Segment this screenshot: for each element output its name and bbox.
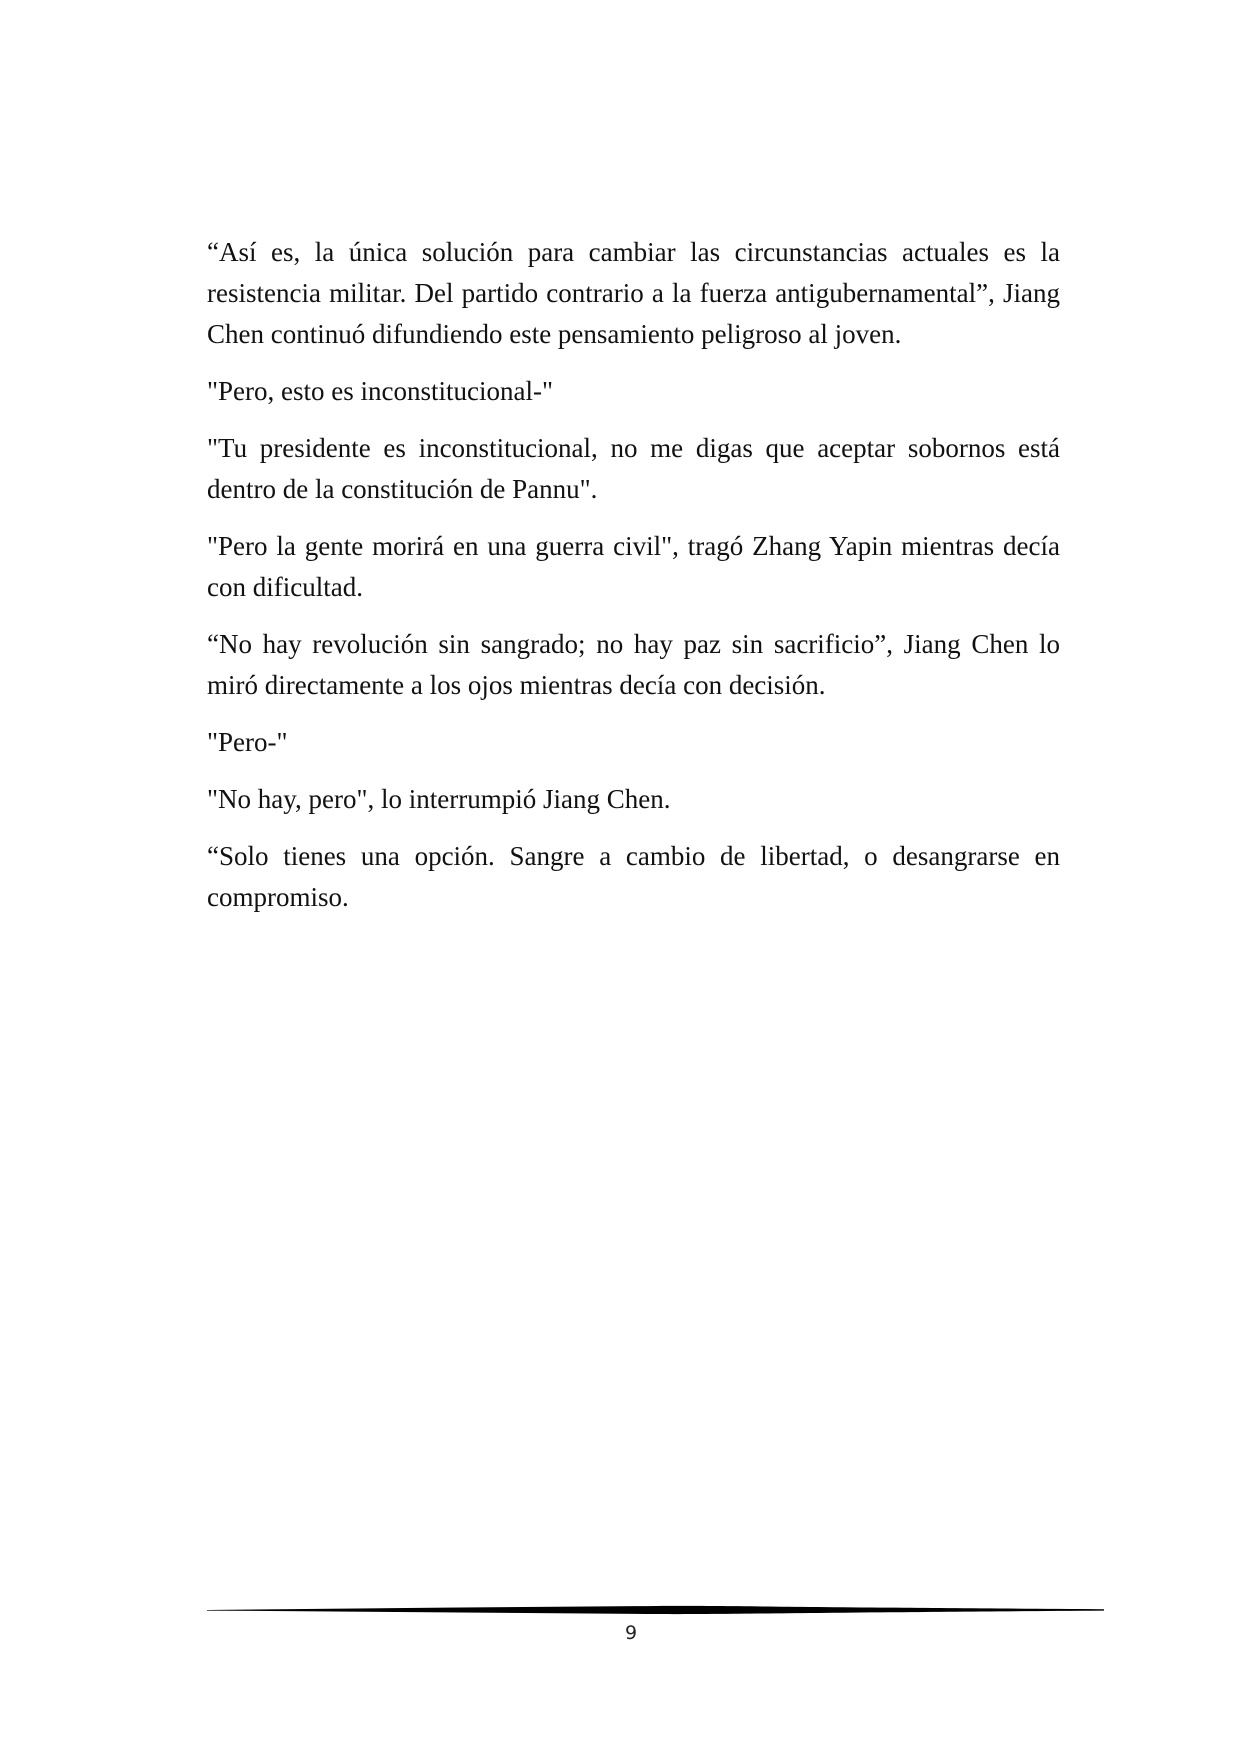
footer-rule [207,1603,1104,1617]
paragraph-6: "Pero-" [207,727,288,757]
paragraph-7: "No hay, pero", lo interrumpió Jiang Chen. [207,784,671,814]
paragraph-2: "Pero, esto es inconstitucional-" [207,376,553,406]
paragraph-3: "Tu presidente es inconstitucional, no me digas que aceptar sobornos está dentro de la constitución de Pannu". [207,433,1060,504]
paragraph-8: “Solo tienes una opción. Sangre a cambio de libertad, o desangrarse en compromiso. [207,841,1060,912]
paragraph-1: “Así es, la única solución para cambiar las circunstancias actuales es la resistencia militar. Del partido contrario a la fuerza antigubernamental”, Jiang Chen continuó difundiendo este pensamiento peligroso al joven. [207,237,1060,349]
paragraph-5: “No hay revolución sin sangrado; no hay paz sin sacrificio”, Jiang Chen lo miró directamente a los ojos mientras decía con decisión. [207,629,1060,700]
page-number: 9 [624,1622,638,1644]
body-text [207,232,1060,934]
paragraph-4: "Pero la gente morirá en una guerra civil", tragó Zhang Yapin mientras decía con dificultad. [207,531,1060,602]
